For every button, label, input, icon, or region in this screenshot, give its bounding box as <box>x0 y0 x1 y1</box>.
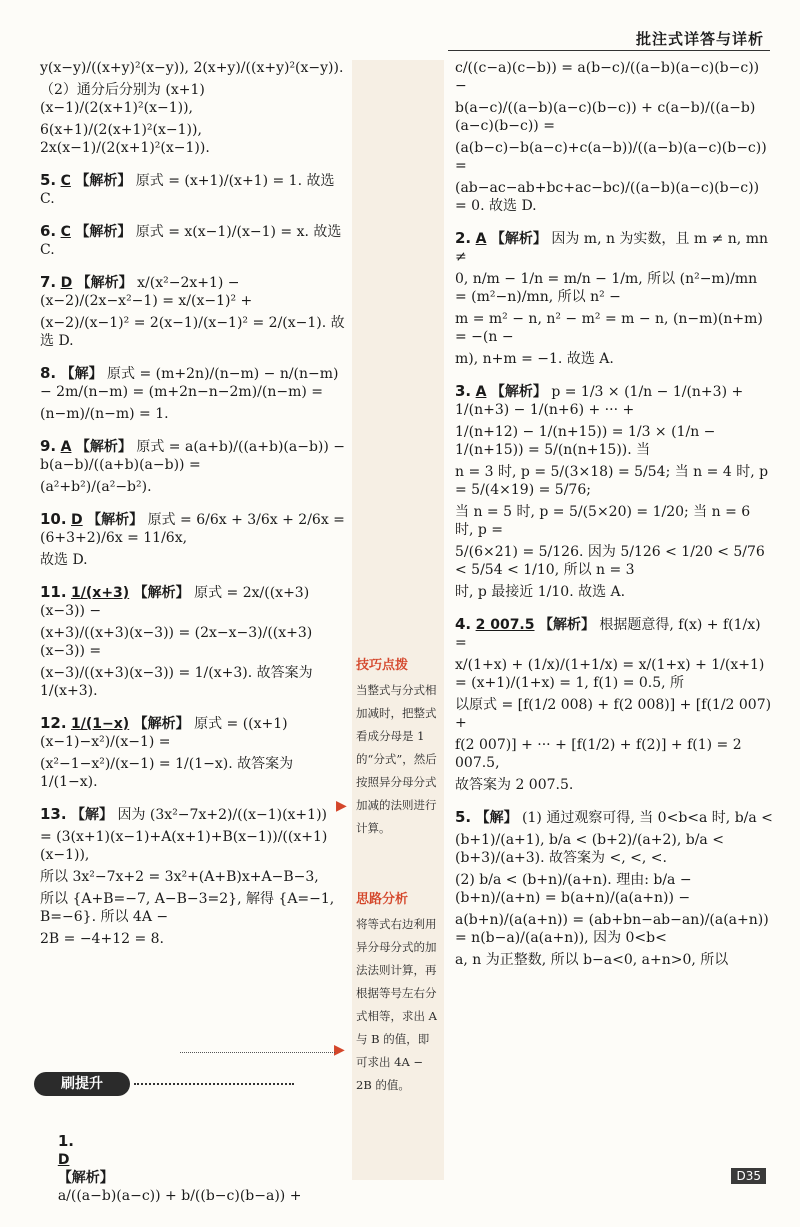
item-number: 11. <box>40 583 67 601</box>
question-line <box>455 615 773 652</box>
solution-text: 当 n = 5 时, p = 5/(5×20) = 1/20; 当 n = 6 时, p = <box>455 504 755 538</box>
side-note-tips <box>356 654 440 840</box>
solution-line <box>40 930 352 948</box>
analysis-tag: 【解】 <box>71 807 114 823</box>
solution-line <box>455 463 773 499</box>
dotted-leader <box>180 1052 335 1053</box>
side-note-text: 当整式与分式相加减时，把整式看成分母是 1 的“分式”，然后按照异分母分式加减的法则进行计算。 <box>356 683 437 835</box>
question-line <box>40 273 352 310</box>
solution-line <box>40 81 352 117</box>
solution-text: 原式 = (x+1)/(x+1) = 1. 故选 C. <box>40 173 339 207</box>
solution-line <box>455 543 773 579</box>
solution-line <box>455 59 773 95</box>
solution-line <box>455 696 776 732</box>
solution-text: (a²+b²)/(a²−b²). <box>40 479 152 495</box>
item-number: 1. <box>57 1132 74 1150</box>
solution-text: p = 1/3 × (1/n − 1/(n+3) + 1/(n+3) − 1/(n+6) + ··· + <box>455 384 748 418</box>
solution-text: 0, n/m − 1/n = m/n − 1/m, 所以 (n²−m)/mn = (m²−n)/mn, 所以 n² − <box>455 271 762 305</box>
item-number: 8. <box>40 364 57 382</box>
solution-line <box>455 99 773 135</box>
question-line <box>455 382 773 419</box>
solution-line <box>455 139 773 175</box>
solution-text: m), n+m = −1. 故选 A. <box>455 351 614 367</box>
answer-choice: 1/(1−x) <box>71 716 130 732</box>
analysis-tag: 【解析】 <box>87 512 144 528</box>
solution-text: 原式 = 2x/((x+3)(x−3)) − <box>40 585 310 619</box>
solution-text: 原式 = a(a+b)/((a+b)(a−b)) − b(a−b)/((a+b)(a−b)) = <box>40 439 350 473</box>
answer-choice: A <box>475 231 487 247</box>
header-rule <box>448 50 770 51</box>
side-note-title: 技巧点拨 <box>356 658 409 673</box>
analysis-tag: 【解析】 <box>75 173 132 189</box>
question-line <box>40 364 352 401</box>
solution-text: 原式 = ((x+1)(x−1)−x²)/(x−1) = <box>40 716 288 750</box>
solution-text: 6(x+1)/(2(x+1)²(x−1)), 2x(x−1)/(2(x+1)²(x−1)). <box>40 122 210 156</box>
solution-line <box>40 828 352 864</box>
solution-text: (a(b−c)−b(a−c)+c(a−b))/((a−b)(a−c)(b−c)) = <box>455 140 772 174</box>
solution-text: b(a−c)/((a−b)(a−c)(b−c)) + c(a−b)/((a−b)(a−c)(b−c)) = <box>455 100 756 134</box>
analysis-tag: 【解析】 <box>57 1170 114 1186</box>
answer-choice: C <box>60 224 71 240</box>
solution-text: 根据题意得, f(x) + f(1/x) = <box>455 617 766 651</box>
solution-line <box>40 59 352 77</box>
solution-line <box>455 503 773 539</box>
page-header: 批注式详答与详析 <box>635 30 764 48</box>
solution-text: (x−2)/(x−1)² = 2(x−1)/(x−1)² = 2/(x−1). 故选 D. <box>40 315 345 349</box>
question-line <box>40 805 352 824</box>
solution-text: 时, p 最接近 1/10. 故选 A. <box>455 584 626 600</box>
solution-line <box>40 664 352 700</box>
solution-text: 原式 = 6/6x + 3/6x + 2/6x = (6+3+2)/6x = 11/6x, <box>40 512 350 546</box>
brush-up-divider <box>134 1083 294 1085</box>
solution-text: (ab−ac−ab+bc+ac−bc)/((a−b)(a−c)(b−c)) = 0. 故选 D. <box>455 180 764 214</box>
item-number: 7. <box>40 273 57 291</box>
analysis-tag: 【解析】 <box>133 716 190 732</box>
answer-choice: D <box>71 512 83 528</box>
solution-line <box>40 868 352 886</box>
question-line <box>40 171 352 208</box>
side-note-text: 将等式右边利用异分母分式的加法法则计算，再根据等号左右分式相等，求出 A 与 B 的值，即可求出 4A − 2B 的值。 <box>356 917 437 1092</box>
solution-line <box>455 179 773 215</box>
left-bottom-item <box>40 1110 352 1227</box>
solution-line <box>455 911 773 947</box>
pointer-arrow-icon: ▶ <box>334 1042 345 1058</box>
solution-text: n = 3 时, p = 5/(3×18) = 5/54; 当 n = 4 时, p = 5/(4×19) = 5/76; <box>455 464 773 498</box>
solution-text: m = m² − n, n² − m² = m − n, (n−m)(n+m) = −(n − <box>455 311 768 345</box>
solution-text: 所以 {A+B=−7, A−B−3=2}, 解得 {A=−1, B=−6}. 所以 4A − <box>40 891 339 925</box>
solution-text: x/(1+x) + (1/x)/(1+1/x) = x/(1+x) + 1/(x+1) = (x+1)/(1+x) = 1, f(1) = 0.5, 所 <box>455 657 769 691</box>
solution-line <box>455 871 773 907</box>
question-line <box>40 437 352 474</box>
solution-line <box>40 551 352 569</box>
question-line <box>455 808 773 827</box>
analysis-tag: 【解析】 <box>76 275 133 291</box>
solution-text: c/((c−a)(c−b)) = a(b−c)/((a−b)(a−c)(b−c)) − <box>455 60 764 94</box>
solution-line <box>40 121 352 157</box>
solution-text: (1) 通过观察可得, 当 0<b<a 时, b/a < <box>522 810 773 826</box>
answer-choice: A <box>60 439 72 455</box>
page-number: D35 <box>731 1168 766 1184</box>
solution-text: f(2 007)] + ··· + [f(1/2) + f(2)] + f(1) = 2 007.5, <box>455 737 747 771</box>
solution-text: a(b+n)/(a(a+n)) = (ab+bn−ab−an)/(a(a+n)) = n(b−a)/(a(a+n)), 因为 0<b< <box>455 912 774 946</box>
item-number: 12. <box>40 714 67 732</box>
answer-choice: A <box>475 384 487 400</box>
analysis-tag: 【解】 <box>60 366 103 382</box>
solution-text: 因为 (3x²−7x+2)/((x−1)(x+1)) <box>117 807 327 823</box>
question-line <box>40 222 352 259</box>
solution-line <box>40 1114 352 1223</box>
item-number: 2. <box>455 229 472 247</box>
solution-text: (b+1)/(a+1), b/a < (b+2)/(a+2), b/a < (b+3)/(a+3). 故答案为 <, <, <. <box>455 832 729 866</box>
answer-choice: 2 007.5 <box>475 617 535 633</box>
analysis-tag: 【解析】 <box>490 231 547 247</box>
solution-text: 所以 3x²−7x+2 = 3x²+(A+B)x+A−B−3, <box>40 869 319 885</box>
solution-line <box>40 405 352 423</box>
solution-text: （2）通分后分别为 (x+1)(x−1)/(2(x+1)²(x−1)), <box>40 82 205 116</box>
item-number: 5. <box>40 171 57 189</box>
solution-line <box>40 890 352 926</box>
question-line <box>40 583 352 620</box>
solution-text: = (3(x+1)(x−1)+A(x+1)+B(x−1))/((x+1)(x−1)), <box>40 829 328 863</box>
side-note-title: 思路分析 <box>356 892 409 907</box>
solution-text: a/((a−b)(a−c)) + b/((b−c)(b−a)) + <box>57 1188 302 1204</box>
solution-text: 故答案为 2 007.5. <box>455 777 574 793</box>
brush-up-badge: 刷提升 <box>34 1072 130 1096</box>
solution-line <box>455 736 773 772</box>
solution-text: (2) b/a < (b+n)/(a+n). 理由: b/a − (b+n)/(a+n) = b(a+n)/(a(a+n)) − <box>455 872 697 906</box>
solution-line <box>455 656 773 692</box>
answer-choice: D <box>57 1152 70 1168</box>
left-column <box>40 55 352 952</box>
solution-line <box>455 350 773 368</box>
solution-line <box>455 270 773 306</box>
solution-line <box>455 583 773 601</box>
solution-line <box>455 831 773 867</box>
analysis-tag: 【解析】 <box>75 439 132 455</box>
analysis-tag: 【解析】 <box>75 224 132 240</box>
pointer-arrow-icon: ▶ <box>336 798 347 814</box>
item-number: 10. <box>40 510 67 528</box>
solution-line <box>40 624 352 660</box>
question-line <box>40 714 352 751</box>
solution-text: 原式 = (m+2n)/(n−m) − n/(n−m) − 2m/(n−m) = (m+2n−n−2m)/(n−m) = <box>40 366 343 400</box>
solution-text: 原式 = x(x−1)/(x−1) = x. 故选 C. <box>40 224 346 258</box>
item-number: 5. <box>455 808 472 826</box>
item-number: 13. <box>40 805 67 823</box>
solution-text: 因为 m, n 为实数，且 m ≠ n, mn ≠ <box>455 231 773 265</box>
solution-line <box>455 776 773 794</box>
solution-text: (x²−1−x²)/(x−1) = 1/(1−x). 故答案为 1/(1−x). <box>40 756 298 790</box>
item-number: 4. <box>455 615 472 633</box>
solution-line <box>455 423 773 459</box>
analysis-tag: 【解析】 <box>538 617 595 633</box>
item-number: 6. <box>40 222 57 240</box>
solution-line <box>455 951 773 969</box>
item-number: 9. <box>40 437 57 455</box>
right-column <box>455 55 776 973</box>
solution-line <box>40 755 352 791</box>
solution-line <box>455 310 773 346</box>
solution-text: x/(x²−2x+1) − (x−2)/(2x−x²−1) = x/(x−1)² + <box>40 275 253 309</box>
side-note-analysis <box>356 888 440 1097</box>
solution-text: 5/(6×21) = 5/126. 因为 5/126 < 1/20 < 5/76 < 5/54 < 1/10, 所以 n = 3 <box>455 544 770 578</box>
solution-text: 1/(n+12) − 1/(n+15)) = 1/3 × (1/n − 1/(n+15)) = 5/(n(n+15)). 当 <box>455 424 720 458</box>
question-line <box>455 229 773 266</box>
solution-line <box>40 314 352 350</box>
solution-line <box>40 478 352 496</box>
solution-text: y(x−y)/((x+y)²(x−y)), 2(x+y)/((x+y)²(x−y)). <box>40 60 344 76</box>
question-line <box>40 510 352 547</box>
solution-text: (x+3)/((x+3)(x−3)) = (2x−x−3)/((x+3)(x−3)) = <box>40 625 313 659</box>
solution-text: (x−3)/((x+3)(x−3)) = 1/(x+3). 故答案为 1/(x+3). <box>40 665 318 699</box>
analysis-tag: 【解析】 <box>490 384 547 400</box>
answer-choice: 1/(x+3) <box>71 585 130 601</box>
answer-choice: D <box>60 275 73 291</box>
analysis-tag: 【解析】 <box>133 585 190 601</box>
analysis-tag: 【解】 <box>475 810 518 826</box>
solution-text: 以原式 = [f(1/2 008) + f(2 008)] + [f(1/2 007) + <box>455 697 776 731</box>
item-number: 3. <box>455 382 472 400</box>
solution-text: (n−m)/(n−m) = 1. <box>40 406 169 422</box>
solution-text: 2B = −4+12 = 8. <box>40 931 164 947</box>
answer-choice: C <box>60 173 71 189</box>
solution-text: 故选 D. <box>40 552 88 568</box>
solution-text: a, n 为正整数, 所以 b−a<0, a+n>0, 所以 <box>455 952 729 968</box>
